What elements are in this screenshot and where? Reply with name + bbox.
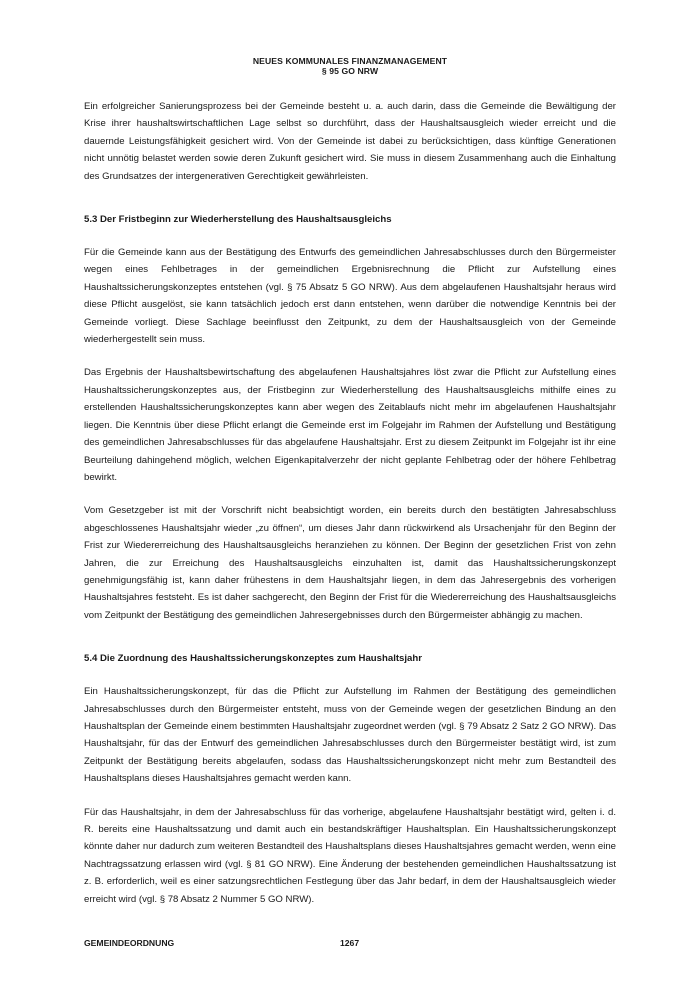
body-text: [84, 98, 616, 908]
section-5-4-heading: 5.4 Die Zuordnung des Haushaltssicherungskonzeptes zum Haushaltsjahr: [84, 653, 422, 665]
footer-title: GEMEINDEORDNUNG: [84, 938, 175, 948]
section-5-4-paragraph-2: Für das Haushaltsjahr, in dem der Jahresabschluss für das vorherige, abgelaufene Haushaltsjahr bestätigt wird, gelten i. d. R. bereits eine Haushaltssatzung und damit auch ein bestandskräftiger Haushaltsplan. Ein Haushaltssicherungskonzept könnte daher nur dadurch zum weiteren Bestandteil des Haushaltsplans dieses Haushaltsjahres gemacht werden, wenn eine Nachtragssatzung erlassen wird (vgl. § 81 GO NRW). Eine Änderung der bestehenden gemeindlichen Haushaltssatzung ist z. B. erforderlich, weil es einer satzungsrechtlichen Festlegung über das Jahr bedarf, in dem der Haushaltsausgleich wieder erreicht wird (vgl. § 78 Absatz 2 Nummer 5 GO NRW).: [84, 806, 616, 905]
page-number: 1267: [340, 938, 360, 948]
section-5-3-heading: 5.3 Der Fristbeginn zur Wiederherstellung des Haushaltsausgleichs: [84, 214, 392, 226]
section-5-3-paragraph-1: Für die Gemeinde kann aus der Bestätigung des Entwurfs des gemeindlichen Jahresabschlusses durch den Bürgermeister wegen eines Fehlbetrages in der gemeindlichen Ergebnisrechnung die Pflicht zur Aufstellung eines Haushaltssicherungskonzeptes entstehen (vgl. § 75 Absatz 5 GO NRW). Aus dem abgelaufenen Haushaltsjahr heraus wird diese Pflicht ausgelöst, sie kann tatsächlich jedoch erst dann entstehen, wenn darüber die notwendige Kenntnis bei der Gemeinde vorliegt. Diese Sachlage beeinflusst den Zeitpunkt, zu dem der Haushaltsausgleich von der Gemeinde wiederhergestellt sein muss.: [84, 247, 616, 346]
section-5-3-paragraph-2: Das Ergebnis der Haushaltsbewirtschaftung des abgelaufenen Haushaltsjahres löst zwar die Pflicht zur Aufstellung eines Haushaltssicherungskonzeptes aus, der Fristbeginn zur Wiederherstellung des Haushaltsausgleichs mithilfe eines zu erstellenden Haushaltssicherungskonzeptes kann aber wegen des Zeitablaufs nicht mehr im abgelaufenen Haushaltsjahr liegen. Die Kenntnis über diese Pflicht erlangt die Gemeinde erst im Folgejahr im Rahmen der Aufstellung und Bestätigung des gemeindlichen Jahresabschlusses für das abgelaufene Haushaltsjahr. Erst zu diesem Zeitpunkt im Folgejahr ist ihr eine Beurteilung dahingehend möglich, welchen Eigenkapitalverzehr der nicht geplante Fehlbetrag oder der höhere Fehlbetrag bewirkt.: [84, 367, 616, 483]
intro-paragraph: Ein erfolgreicher Sanierungsprozess bei der Gemeinde besteht u. a. auch darin, dass die Gemeinde die Bewältigung der Krise ihrer haushaltswirtschaftlichen Lage selbst so durchführt, dass der Haushaltsausgleich wieder erreicht und die dauernde Leistungsfähigkeit gesichert wird. Von der Gemeinde ist dabei zu berücksichtigen, dass künftige Generationen nicht unnötig belastet werden sowie deren Zukunft gesichert wird. Sie muss in diesem Zusammenhang auch die Einhaltung des Grundsatzes der intergenerativen Gerechtigkeit gewährleisten.: [84, 101, 616, 182]
section-5-3-paragraph-3: Vom Gesetzgeber ist mit der Vorschrift nicht beabsichtigt worden, ein bereits durch den bestätigten Jahresabschluss abgeschlossenes Haushaltsjahr wieder „zu öffnen“, um dieses Jahr dann rückwirkend als Ursachenjahr für den Beginn der Frist zur Wiedererreichung des Haushaltsausgleichs heranziehen zu können. Der Beginn der gesetzlichen Frist von zehn Jahren, die zur Erreichung des Haushaltsausgleichs einzuhalten ist, damit das Haushaltssicherungskonzept genehmigungsfähig ist, kann daher frühestens in dem Haushaltsjahr liegen, in dem das Jahresergebnis des vorherigen Haushaltsjahres feststeht. Es ist daher sachgerecht, den Beginn der Frist für die Wiedererreichung des Haushaltsausgleichs vom Zeitpunkt der Bestätigung des gemeindlichen Jahresergebnisses durch den Bürgermeister abhängig zu machen.: [84, 505, 616, 621]
header-title: NEUES KOMMUNALES FINANZMANAGEMENT: [252, 56, 448, 66]
header-section: § 95 GO NRW: [321, 66, 379, 76]
page-header: [0, 56, 700, 76]
section-5-4-paragraph-1: Ein Haushaltssicherungskonzept, für das die Pflicht zur Aufstellung im Rahmen der Bestätigung des gemeindlichen Jahresabschlusses durch den Bürgermeister entsteht, muss von der Gemeinde wegen der gesetzlichen Bindung an den Haushaltsplan der Gemeinde einem bestimmten Haushaltsjahr zugeordnet werden (vgl. § 79 Absatz 2 Satz 2 GO NRW). Das Haushaltsjahr, für das der Entwurf des gemeindlichen Jahresabschlusses durch den Bürgermeister bestätigt wird, ist zum Zeitpunkt der Bestätigung bereits abgelaufen, sodass das Haushaltssicherungskonzept nicht mehr zum Bestandteil des Haushaltsplans dieses Haushaltsjahres gemacht werden kann.: [84, 686, 616, 785]
